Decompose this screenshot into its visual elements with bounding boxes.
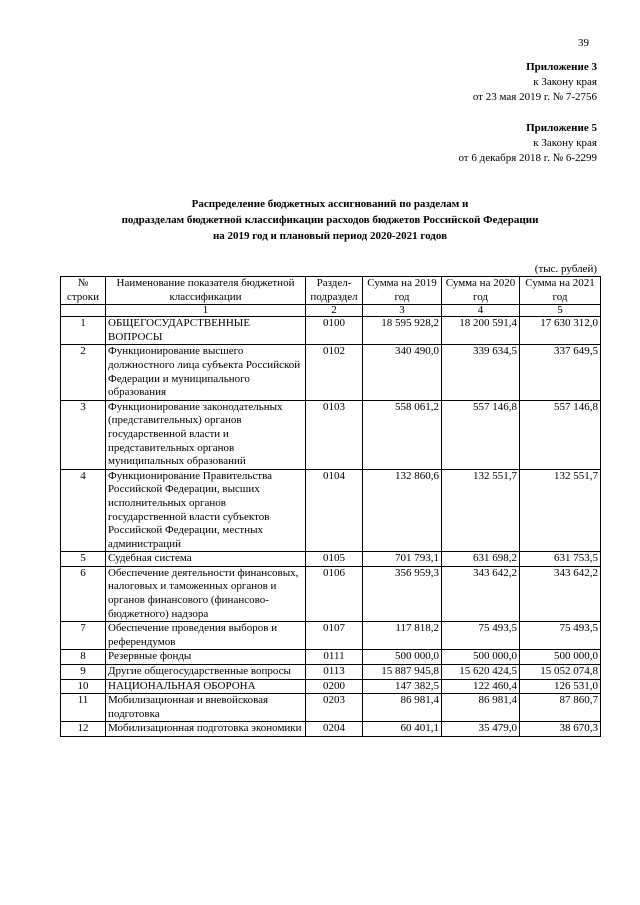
column-index: 1 [106,305,306,317]
column-index: 4 [442,305,520,317]
column-index: 2 [306,305,363,317]
row-code: 0102 [306,345,363,400]
row-sum-2020: 500 000,0 [442,650,520,665]
row-code: 0204 [306,722,363,737]
row-code: 0200 [306,679,363,694]
row-sum-2019: 340 490,0 [363,345,442,400]
row-sum-2021: 500 000,0 [520,650,601,665]
table-row [61,317,601,345]
row-number: 1 [61,317,106,345]
title-line: Распределение бюджетных ассигнований по разделам и [191,198,469,210]
header-sum-2021: Сумма на 2021 год [520,277,601,305]
row-number: 2 [61,345,106,400]
column-index: 3 [363,305,442,317]
row-number: 9 [61,665,106,680]
row-name: Функционирование законодательных (представительных) органов государственной власти и представительных органов муниципальных образований [106,400,306,469]
row-sum-2021: 337 649,5 [520,345,601,400]
row-code: 0106 [306,566,363,621]
row-sum-2020: 631 698,2 [442,552,520,567]
row-sum-2020: 15 620 424,5 [442,665,520,680]
row-name: Мобилизационная подготовка экономики [106,722,306,737]
row-code: 0104 [306,469,363,552]
row-sum-2020: 132 551,7 [442,469,520,552]
row-name: Функционирование Правительства Российской Федерации, высших исполнительных органов государственной власти субъектов Российской Федерации, местных администраций [106,469,306,552]
appendix-date: от 6 декабря 2018 г. № 6-2299 [458,152,597,164]
table-row [61,694,601,722]
row-sum-2021: 343 642,2 [520,566,601,621]
row-sum-2019: 701 793,1 [363,552,442,567]
row-name: Мобилизационная и вневойсковая подготовка [106,694,306,722]
row-number: 12 [61,722,106,737]
row-code: 0203 [306,694,363,722]
table-row [61,650,601,665]
row-code: 0100 [306,317,363,345]
row-number: 8 [61,650,106,665]
table-row [61,679,601,694]
row-sum-2021: 631 753,5 [520,552,601,567]
row-number: 6 [61,566,106,621]
row-sum-2019: 558 061,2 [363,400,442,469]
row-name: Судебная система [106,552,306,567]
row-sum-2021: 87 860,7 [520,694,601,722]
row-code: 0107 [306,622,363,650]
row-sum-2019: 60 401,1 [363,722,442,737]
row-number: 5 [61,552,106,567]
row-sum-2019: 86 981,4 [363,694,442,722]
column-index-row [61,305,601,317]
row-sum-2021: 126 531,0 [520,679,601,694]
row-sum-2020: 35 479,0 [442,722,520,737]
row-name: Функционирование высшего должностного лица субъекта Российской Федерации и муниципального образования [106,345,306,400]
appendix-block-1 [473,60,597,105]
row-sum-2019: 117 818,2 [363,622,442,650]
row-number: 4 [61,469,106,552]
row-sum-2020: 86 981,4 [442,694,520,722]
table-row [61,665,601,680]
row-sum-2021: 38 670,3 [520,722,601,737]
row-name: Обеспечение проведения выборов и референдумов [106,622,306,650]
row-sum-2020: 343 642,2 [442,566,520,621]
row-code: 0111 [306,650,363,665]
row-sum-2020: 339 634,5 [442,345,520,400]
row-sum-2019: 147 382,5 [363,679,442,694]
row-sum-2020: 18 200 591,4 [442,317,520,345]
row-sum-2019: 15 887 945,8 [363,665,442,680]
page-number: 39 [578,37,589,49]
table-header-row [61,277,601,305]
title-line: на 2019 год и плановый период 2020-2021 годов [212,230,448,242]
appendix-title: Приложение 5 [526,122,597,134]
row-sum-2020: 557 146,8 [442,400,520,469]
row-name: Резервные фонды [106,650,306,665]
title-line: подразделам бюджетной классификации расходов бюджетов Российской Федерации [121,214,539,226]
column-index: 5 [520,305,601,317]
document-title [60,196,600,244]
appendix-title: Приложение 3 [526,61,597,73]
row-sum-2019: 500 000,0 [363,650,442,665]
row-name: Другие общегосударственные вопросы [106,665,306,680]
header-sum-2019: Сумма на 2019 год [363,277,442,305]
row-name: ОБЩЕГОСУДАРСТВЕННЫЕ ВОПРОСЫ [106,317,306,345]
row-number: 3 [61,400,106,469]
appendix-block-2 [458,121,597,166]
row-sum-2021: 132 551,7 [520,469,601,552]
units-label: (тыс. рублей) [534,263,597,275]
table-row [61,566,601,621]
table-row [61,722,601,737]
table-row [61,469,601,552]
table-row [61,622,601,650]
row-sum-2021: 557 146,8 [520,400,601,469]
row-sum-2019: 18 595 928,2 [363,317,442,345]
column-index [61,305,106,317]
row-sum-2021: 75 493,5 [520,622,601,650]
appendix-law-ref: к Закону края [533,137,597,149]
row-sum-2019: 132 860,6 [363,469,442,552]
row-sum-2019: 356 959,3 [363,566,442,621]
row-sum-2021: 17 630 312,0 [520,317,601,345]
table-row [61,552,601,567]
row-name: НАЦИОНАЛЬНАЯ ОБОРОНА [106,679,306,694]
appendix-date: от 23 мая 2019 г. № 7-2756 [472,91,597,103]
row-sum-2020: 122 460,4 [442,679,520,694]
header-section: Раздел-подраздел [306,277,363,305]
row-sum-2021: 15 052 074,8 [520,665,601,680]
appendix-law-ref: к Закону края [533,76,597,88]
row-code: 0113 [306,665,363,680]
row-number: 10 [61,679,106,694]
row-sum-2020: 75 493,5 [442,622,520,650]
row-code: 0103 [306,400,363,469]
header-sum-2020: Сумма на 2020 год [442,277,520,305]
row-name: Обеспечение деятельности финансовых, налоговых и таможенных органов и органов финансового (финансово-бюджетного) надзора [106,566,306,621]
row-number: 7 [61,622,106,650]
table-row [61,400,601,469]
header-name: Наименование показателя бюджетной классификации [106,277,306,305]
row-number: 11 [61,694,106,722]
table-row [61,345,601,400]
row-code: 0105 [306,552,363,567]
header-row-number: № строки [61,277,106,305]
budget-table [60,276,601,737]
